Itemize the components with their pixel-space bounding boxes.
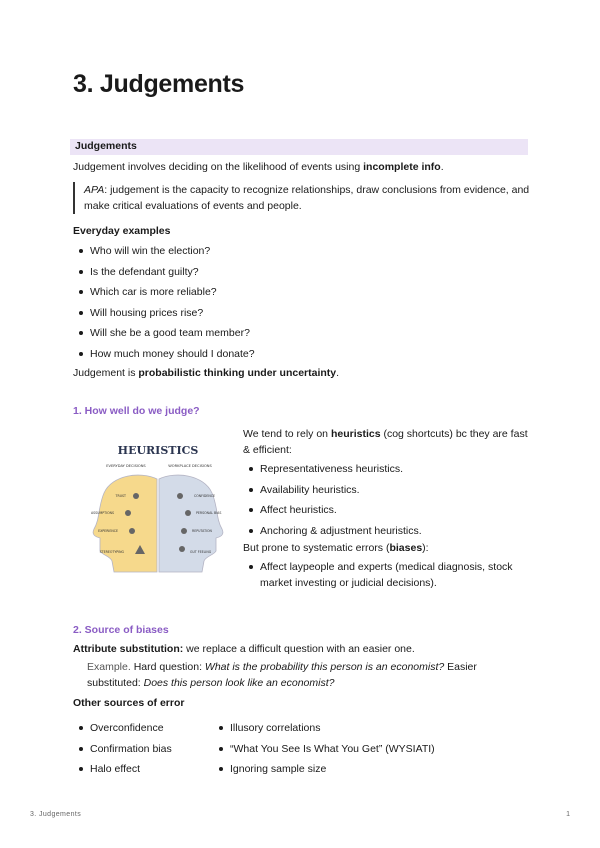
other-sources-heading: Other sources of error [73,697,185,709]
summary-paragraph: Judgement is probabilistic thinking under uncertainty. [73,367,340,379]
svg-text:PERSONAL BIAS: PERSONAL BIAS [196,511,222,515]
svg-text:CONFIDENCE: CONFIDENCE [194,494,215,498]
callout-header-label: Judgements [75,140,137,152]
illustration-title: HEURISTICS [117,444,199,457]
callout-header [70,139,528,155]
page-number: 1 [566,811,570,818]
svg-text:EXPERIENCE: EXPERIENCE [98,529,118,533]
svg-text:REPUTATION: REPUTATION [192,529,212,533]
apa-text: : judgement is the capacity to recognize relationships, draw conclusions from evidence, and make critical evaluations of events and people. [84,184,530,212]
error-sources-col1 [73,720,172,782]
heuristics-intro: We tend to rely on heuristics (cog shortcuts) bc they are fast & efficient: [243,428,528,456]
heuristics-illustration [88,441,228,581]
errors-list [243,559,528,591]
svg-text:EVERYDAY DECISIONS: EVERYDAY DECISIONS [106,464,146,468]
error-sources-col2 [213,720,435,782]
svg-text:STEREOTYPING: STEREOTYPING [99,550,124,554]
list-item: Affect heuristics. [243,502,528,523]
svg-text:TRUST: TRUST [115,494,126,498]
list-item: Will housing prices rise? [73,305,255,326]
section-heading-how-well: 1. How well do we judge? [73,405,200,417]
head-right-icon [159,475,223,572]
list-item: Illusory correlations [213,720,435,741]
list-item: Availability heuristics. [243,482,528,503]
list-item: Overconfidence [73,720,172,741]
intro-paragraph: Judgement involves deciding on the likelihood of events using incomplete info. [73,161,444,173]
apa-quote [73,182,539,214]
head-left-icon [90,475,157,572]
section-heading-biases: 2. Source of biases [73,624,169,636]
everyday-list [73,243,255,366]
heuristics-column [243,426,528,591]
errors-intro: But prone to systematic errors (biases): [243,542,429,554]
everyday-heading: Everyday examples [73,225,171,237]
list-item: Which car is more reliable? [73,284,255,305]
heuristics-list [243,461,528,543]
list-item: Who will win the election? [73,243,255,264]
list-item: Is the defendant guilty? [73,264,255,285]
example-box: Example. Hard question: What is the probability this person is an economist? Easier substituted: Does this person look like an economist? [87,661,477,689]
list-item: Halo effect [73,761,172,782]
page-title: 3. Judgements [73,70,245,98]
apa-label: APA [84,184,105,196]
list-item: Confirmation bias [73,741,172,762]
list-item: Will she be a good team member? [73,325,255,346]
svg-text:GUT FEELING: GUT FEELING [190,550,212,554]
footer-title: 3. Judgements [30,811,82,818]
list-item: Ignoring sample size [213,761,435,782]
list-item: Affect laypeople and experts (medical diagnosis, stock market investing or judicial decisions). [243,559,528,591]
svg-text:ASSUMPTIONS: ASSUMPTIONS [90,511,114,515]
list-item: Anchoring & adjustment heuristics. [243,523,528,544]
example-label: Example. [87,661,131,673]
attribute-substitution: Attribute substitution: we replace a difficult question with an easier one. [73,643,415,655]
list-item: Representativeness heuristics. [243,461,528,482]
list-item: “What You See Is What You Get” (WYSIATI) [213,741,435,762]
svg-text:WORKPLACE DECISIONS: WORKPLACE DECISIONS [168,464,212,468]
list-item: How much money should I donate? [73,346,255,367]
